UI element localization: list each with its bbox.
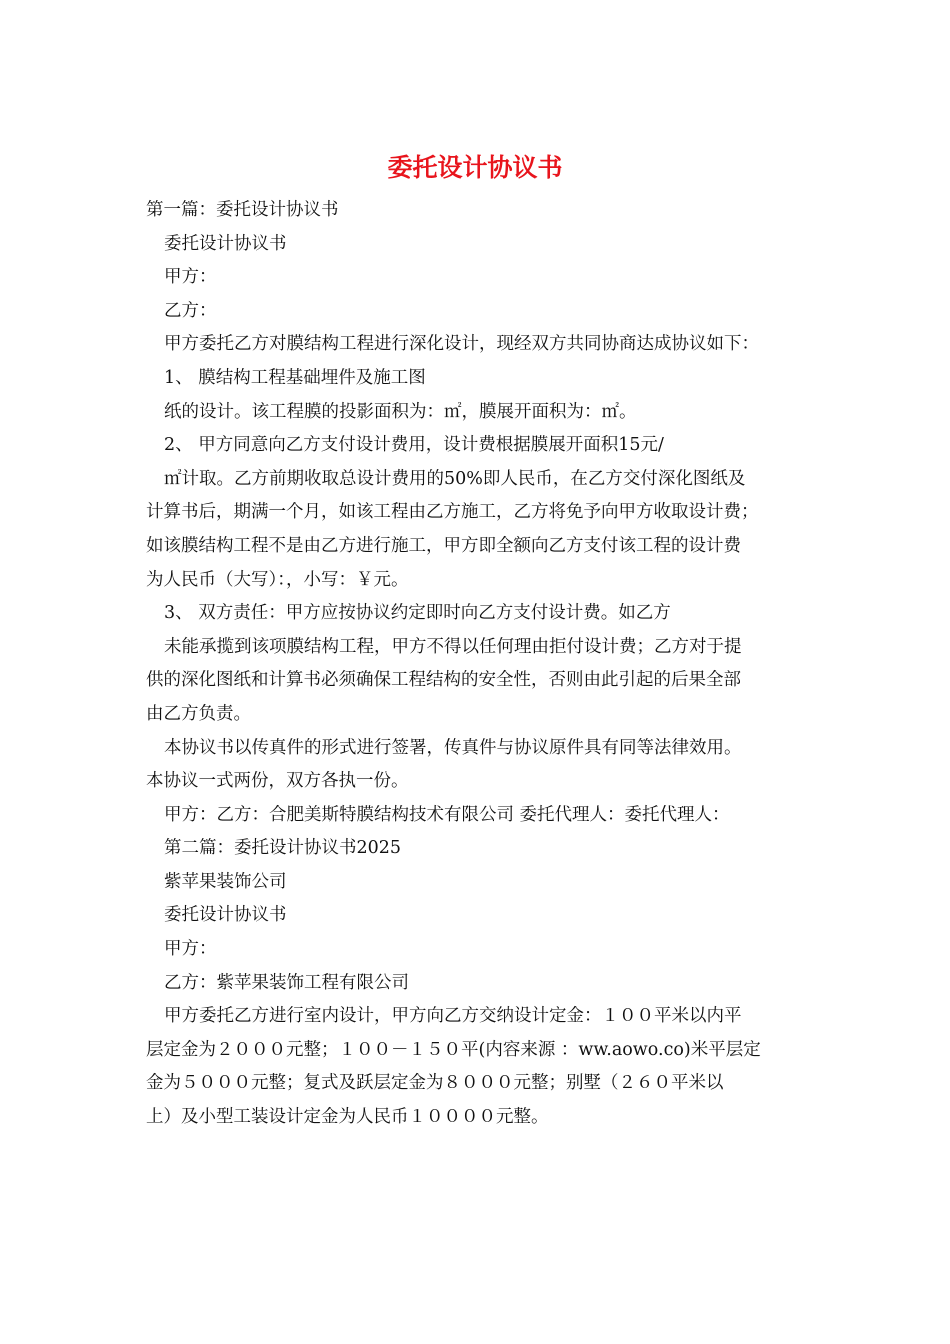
paragraph-line: 1、 膜结构工程基础埋件及施工图 — [164, 367, 426, 388]
paragraph-line: 3、 双方责任：甲方应按协议约定即时向乙方支付设计费。如乙方 — [164, 603, 671, 624]
paragraph-line: 委托设计协议书 — [164, 233, 287, 254]
paragraph-line: 如该膜结构工程不是由乙方进行施工，甲方即全额向乙方支付该工程的设计费 — [146, 535, 741, 556]
paragraph-line: 紫苹果装饰公司 — [164, 871, 287, 892]
paragraph-line: 甲方： — [164, 939, 217, 960]
paragraph-line: 计算书后，期满一个月，如该工程由乙方施工，乙方将免予向甲方收取设计费； — [146, 502, 759, 523]
paragraph-line: 甲方：乙方：合肥美斯特膜结构技术有限公司 委托代理人：委托代理人： — [164, 804, 730, 825]
paragraph-line: 上）及小型工装设计定金为人民币１００００元整。 — [146, 1107, 549, 1128]
paragraph-line: 乙方：紫苹果装饰工程有限公司 — [164, 972, 409, 993]
paragraph-line: 金为５０００元整；复式及跃层定金为８０００元整；别墅（２６０平米以 — [146, 1073, 724, 1094]
paragraph-line: 层定金为２０００元整；１００－１５０平(内容来源 ：ww.aowo.co)米平层定 — [146, 1039, 761, 1060]
paragraph-line: 供的深化图纸和计算书必须确保工程结构的安全性，否则由此引起的后果全部 — [146, 670, 741, 691]
paragraph-line: 委托设计协议书 — [164, 905, 287, 926]
paragraph-line: 本协议书以传真件的形式进行签署，传真件与协议原件具有同等法律效用。 — [164, 737, 742, 758]
paragraph-line: 由乙方负责。 — [146, 703, 251, 724]
paragraph-line: 本协议一式两份，双方各执一份。 — [146, 771, 409, 792]
paragraph-line: 为人民币（大写）：，小写：￥元。 — [146, 569, 409, 590]
document-title: 委托设计协议书 — [387, 153, 563, 182]
paragraph-line: ㎡计取。乙方前期收取总设计费用的50%即人民币，在乙方交付深化图纸及 — [164, 468, 746, 489]
paragraph-line: 第二篇：委托设计协议书2025 — [164, 838, 402, 859]
paragraph-line: 2、 甲方同意向乙方支付设计费用，设计费根据膜展开面积15元/ — [164, 435, 664, 456]
paragraph-line: 未能承揽到该项膜结构工程，甲方不得以任何理由拒付设计费；乙方对于提 — [164, 636, 742, 657]
paragraph-line: 纸的设计。该工程膜的投影面积为：㎡，膜展开面积为：㎡。 — [164, 401, 637, 422]
document-body — [146, 194, 810, 1135]
paragraph-line: 第一篇：委托设计协议书 — [146, 200, 339, 220]
paragraph-line: 甲方委托乙方进行室内设计，甲方向乙方交纳设计定金：１００平米以内平 — [164, 1006, 742, 1027]
paragraph-line: 甲方： — [164, 267, 217, 288]
paragraph-line: 乙方： — [164, 300, 217, 321]
paragraph-line: 甲方委托乙方对膜结构工程进行深化设计，现经双方共同协商达成协议如下： — [164, 334, 759, 355]
